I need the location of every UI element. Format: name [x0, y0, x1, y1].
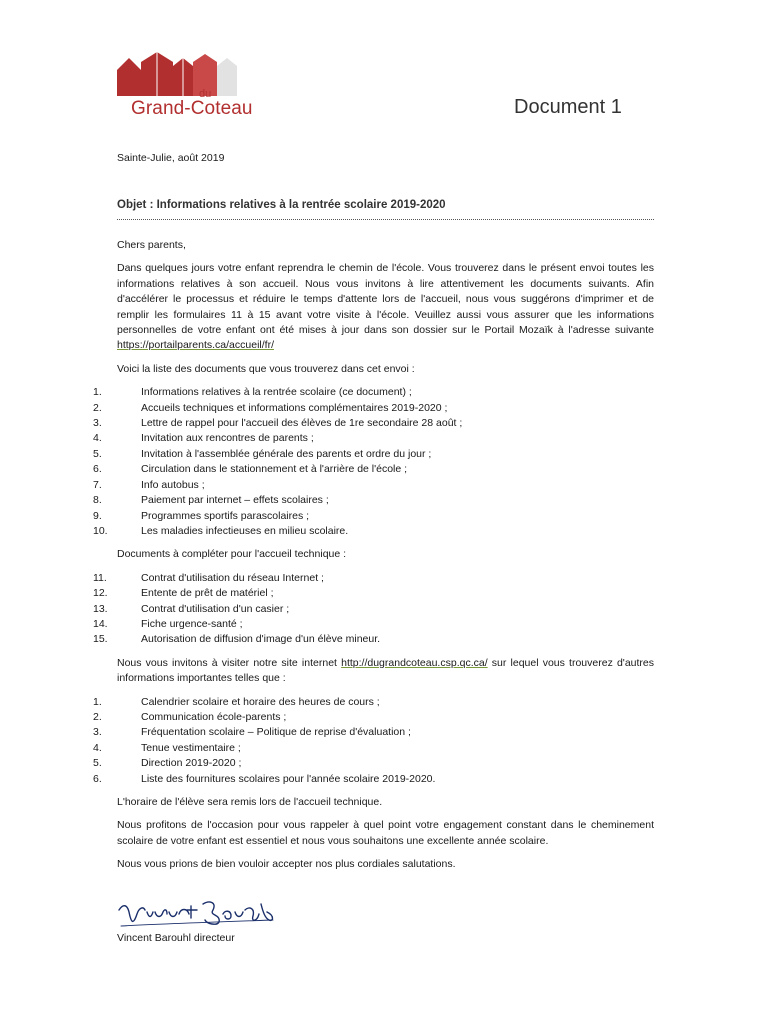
- logo-du: du: [199, 88, 212, 100]
- signer-name: Vincent Barouhl directeur: [117, 932, 235, 944]
- school-site-link[interactable]: http://dugrandcoteau.csp.qc.ca/: [341, 656, 488, 669]
- closing-paragraph: Nous vous prions de bien vouloir accepter nos plus cordiales salutations.: [117, 858, 456, 871]
- letter-subject: Objet : Informations relatives à la rentrée scolaire 2019-2020: [117, 199, 446, 211]
- horaire-paragraph: L'horaire de l'élève sera remis lors de l'accueil technique.: [117, 796, 383, 808]
- list-item: 2. Communication école-parents ;: [93, 710, 287, 723]
- list-item: 13. Contrat d'utilisation d'un casier ;: [93, 602, 290, 615]
- list-item: 3. Lettre de rappel pour l'accueil des élèves de 1re secondaire 28 août ;: [93, 417, 463, 430]
- salutation: Chers parents,: [117, 239, 186, 251]
- site-info-list: [93, 695, 654, 787]
- list-item: 4. Tenue vestimentaire ;: [93, 741, 241, 754]
- list-item: 11. Contrat d'utilisation du réseau Internet ;: [93, 571, 324, 584]
- list-item: 6. Circulation dans le stationnement et à l'arrière de l'école ;: [93, 463, 408, 476]
- list-item: 14. Fiche urgence-santé ;: [93, 617, 243, 630]
- list-item: 6. Liste des fournitures scolaires pour l'année scolaire 2019-2020.: [93, 772, 436, 785]
- list-item: 12. Entente de prêt de matériel ;: [93, 587, 274, 600]
- list-item: 9. Programmes sportifs parascolaires ;: [93, 509, 310, 522]
- list-item: 5. Direction 2019-2020 ;: [93, 757, 242, 770]
- handwritten-signature: [117, 896, 277, 936]
- list-item: 2. Accueils techniques et informations complémentaires 2019-2020 ;: [93, 401, 448, 414]
- list-item: 8. Paiement par internet – effets scolaires ;: [93, 494, 329, 507]
- logo-name: Grand-Coteau: [131, 98, 253, 119]
- engagement-paragraph: Nous profitons de l'occasion pour vous rappeler à quel point votre engagement constant dans le cheminement scolaire de votre enfant est essentiel et nous vous souhaitons une excellente année scolaire.: [117, 819, 654, 847]
- school-logo: [117, 52, 257, 120]
- letter-body: [93, 238, 654, 873]
- intro-paragraph: [117, 261, 654, 353]
- list-item: 10. Les maladies infectieuses en milieu scolaire.: [93, 524, 349, 537]
- school-building-icon: [117, 52, 257, 96]
- list-item: 15. Autorisation de diffusion d'image d'un élève mineur.: [93, 633, 381, 646]
- letter-date: Sainte-Julie, août 2019: [117, 152, 225, 164]
- list-item: 1. Informations relatives à la rentrée scolaire (ce document) ;: [93, 386, 412, 399]
- site-paragraph: Nous vous invitons à visiter notre site internet http://dugrandcoteau.csp.qc.ca/ sur lequel vous trouverez d'autres informations importantes telles que :: [117, 656, 654, 685]
- intro-text: Dans quelques jours votre enfant reprendra le chemin de l'école. Vous trouverez dans le présent envoi toutes les informations relatives à son accueil. Nous vous invitons à lire attentivement les documents suivants. Afin d'accélérer le processus et réduire le temps d'attente lors de l'accueil, nous vous suggérons d'imprimer et de remplir les formulaires 11 à 15 avant votre visite à l'école. Veuillez aussi vous assurer que les informations personnelles de votre enfant ont été mises à jour dans son dossier sur le Portail Mozaïk à l'adresse suivante: [117, 262, 654, 337]
- list2-intro: Documents à compléter pour l'accueil technique :: [117, 548, 347, 561]
- list-item: 4. Invitation aux rencontres de parents ;: [93, 432, 314, 445]
- list1-intro: Voici la liste des documents que vous trouverez dans cet envoi :: [117, 362, 415, 375]
- documents-list: [93, 385, 654, 539]
- list-item: 3. Fréquentation scolaire – Politique de reprise d'évaluation ;: [93, 726, 411, 739]
- forms-list: [93, 571, 654, 648]
- list-item: 7. Info autobus ;: [93, 478, 205, 491]
- document-title: Document 1: [514, 96, 622, 118]
- subject-divider: [117, 219, 654, 220]
- portail-link[interactable]: https://portailparents.ca/accueil/fr/: [117, 339, 274, 352]
- list-item: 5. Invitation à l'assemblée générale des parents et ordre du jour ;: [93, 447, 432, 460]
- list-item: 1. Calendrier scolaire et horaire des heures de cours ;: [93, 695, 380, 708]
